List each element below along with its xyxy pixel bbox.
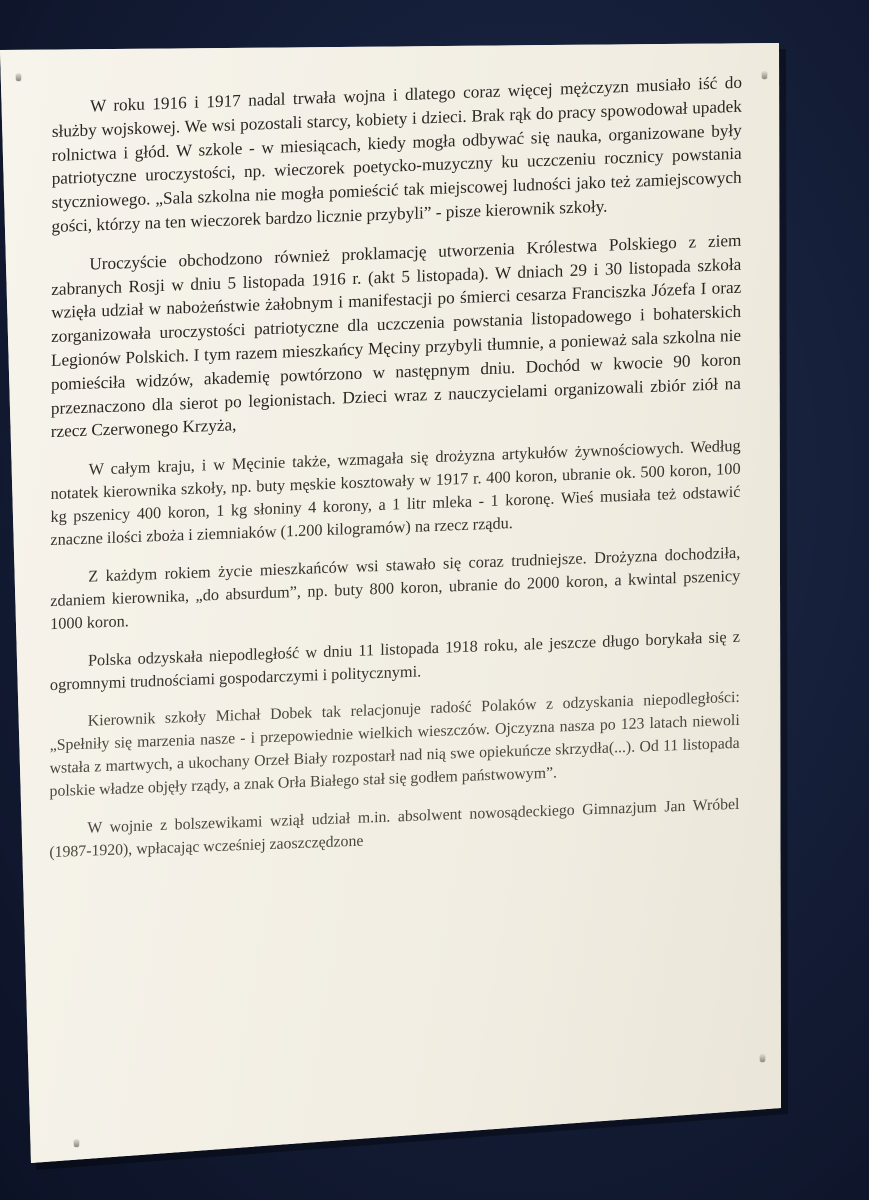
paragraph-3: W całym kraju, i w Męcinie także, wzmagała się drożyzna artykułów żywnościowych. Według notatek kierownika szkoły, np. buty męskie kosztowały w 1917 r. 400 koron, ubranie ok. 500 koron, 100 kg pszenicy 400 koron, 1 kg słoniny 4 korony, a 1 litr mleka - 1 koronę. Wieś musiała też odstawić znaczne ilości zboża i ziemniaków (1.200 kilogramów) na rzecz rządu. — [50, 435, 741, 550]
screw-top-left — [16, 74, 21, 81]
paragraph-6: Kierownik szkoły Michał Dobek tak relacjonuje radość Polaków z odzyskania niepodległości: „Spełniły się marzenia nasze - i przepowiednie wielkich wieszczów. Ojczyzna nasza po 123 latach niewoli wstała z martwych, a ukochany Orzeł Biały rozpostarł nad nią swe opiekuńcze skrzydła(...). Od 11 listopada polskie władze objęły rządy, a znak Orła Białego stał się godłem państwowym”. — [49, 688, 740, 801]
paragraph-5: Polska odzyskała niepodległość w dniu 11 listopada 1918 roku, ale jeszcze długo borykała się z ogromnymi trudnościami gospodarczymi i politycznymi. — [49, 626, 741, 695]
screw-bottom-right — [760, 1055, 765, 1062]
plaque-text — [49, 71, 742, 880]
screw-top-right — [762, 72, 767, 79]
paragraph-1: W roku 1916 i 1917 nadal trwała wojna i dlatego coraz więcej mężczyzn musiało iść do służby wojskowej. We wsi pozostali starcy, kobiety i dzieci. Brak rąk do pracy spowodował upadek rolnictwa i głód. W szkole - w miesiącach, kiedy mogła odbywać się nauka, organizowane były patriotyczne uroczystości, np. wieczorek poetycko-muzyczny ku uczczeniu rocznicy powstania styczniowego. „Sala szkolna nie mogła pomieścić tak miejscowej ludności jako też zamiejscowych gości, którzy na ten wieczorek bardzo licznie przybyli” - pisze kierownik szkoły. — [51, 72, 742, 237]
paragraph-7: W wojnie z bolszewikami wziął udział m.in. absolwent nowosądeckiego Gimnazjum Jan Wróbel (1987-1920), wpłacając wcześniej zaoszczędzone — [49, 795, 740, 862]
screw-bottom-left — [74, 1140, 79, 1147]
paragraph-4: Z każdym rokiem życie mieszkańców wsi stawało się coraz trudniejsze. Drożyzna dochodziła, zdaniem kierownika, „do absurdum”, np. buty 800 koron, ubranie do 2000 koron, a kwintal pszenicy 1000 koron. — [50, 542, 741, 634]
paragraph-2: Uroczyście obchodzono również proklamację utworzenia Królestwa Polskiego z ziem zabranych Rosji w dniu 5 listopada 1916 r. (akt 5 listopada). W dniach 29 i 30 listopada szkoła wzięła udział w nabożeństwie żałobnym i manifestacji po śmierci cesarza Franciszka Józefa I oraz zorganizowała uroczystości patriotyczne dla uczczenia powstania listopadowego i bohaterskich Legionów Polskich. I tym razem mieszkańcy Męciny przybyli tłumnie, a ponieważ sala szkolna nie pomieściła widzów, akademię powtórzono w następnym dniu. Dochód w kwocie 90 koron przeznaczono dla sierot po legionistach. Dzieci wraz z nauczycielami organizowali zbiór ziół na rzecz Czerwonego Krzyża, — [50, 230, 742, 442]
